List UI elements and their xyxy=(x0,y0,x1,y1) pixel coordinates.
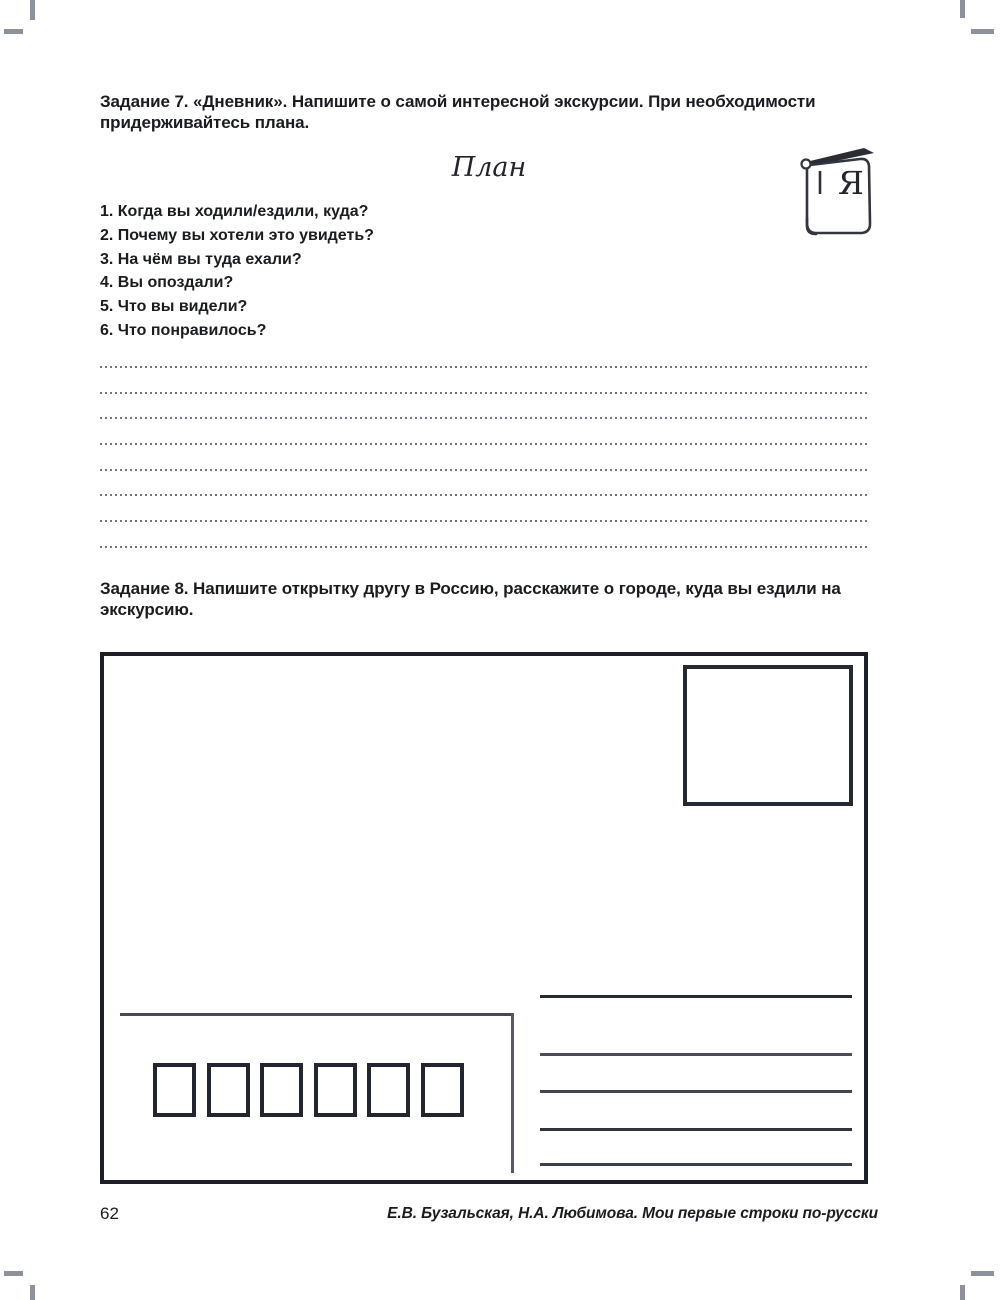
code-box xyxy=(260,1063,303,1117)
page-number: 62 xyxy=(100,1204,119,1223)
crop-mark-icon xyxy=(4,29,23,34)
plan-question: 6. Что понравилось? xyxy=(100,321,267,339)
write-line xyxy=(100,443,868,445)
write-line xyxy=(100,520,868,522)
write-line xyxy=(100,494,868,496)
plan-question: 1. Когда вы ходили/ездили, куда? xyxy=(100,203,369,220)
page-footer xyxy=(100,1204,878,1228)
svg-text:Я: Я xyxy=(838,164,864,202)
write-line xyxy=(100,469,868,471)
crop-mark-icon xyxy=(960,1285,965,1300)
crop-mark-icon xyxy=(971,1271,994,1276)
write-line xyxy=(100,546,868,548)
addr-line xyxy=(540,1128,852,1131)
code-box xyxy=(314,1063,357,1117)
spiral-ring-icon xyxy=(802,160,811,169)
crop-mark-icon xyxy=(30,1285,35,1300)
task8-heading: Задание 8. Напишите открытку другу в Россию, расскажите о городе, куда вы ездили на экскурсию. xyxy=(100,579,841,619)
task7-heading: Задание 7. «Дневник». Напишите о самой интересной экскурсии. При необходимости придерживайтесь плана. xyxy=(100,92,816,132)
crop-mark-icon xyxy=(4,1271,23,1276)
write-line xyxy=(100,366,868,368)
crop-mark-icon xyxy=(30,0,35,20)
addr-line xyxy=(540,1163,852,1166)
postal-code-boxes xyxy=(153,1063,464,1117)
write-line xyxy=(100,392,868,394)
postal-code-area-divider-side xyxy=(511,1013,514,1173)
code-box xyxy=(367,1063,410,1117)
plan-question: 5. Что вы видели? xyxy=(100,298,248,316)
crop-mark-icon xyxy=(960,0,965,18)
plan-questions xyxy=(100,200,600,343)
write-line xyxy=(100,417,868,419)
addr-line xyxy=(540,1090,852,1093)
footer-credit: Е.В. Бузальская, Н.А. Любимова. Мои первые строки по-русски xyxy=(387,1205,878,1222)
code-box xyxy=(153,1063,196,1117)
code-box xyxy=(207,1063,250,1117)
writing-lines xyxy=(100,366,868,572)
crop-mark-icon xyxy=(971,29,994,34)
addr-line xyxy=(540,995,852,998)
diary-notebook-icon xyxy=(796,144,882,242)
plan-question: 4. Вы опоздали? xyxy=(100,274,234,292)
code-box xyxy=(421,1063,464,1117)
plan-question: 2. Почему вы хотели это увидеть? xyxy=(100,226,374,244)
plan-question: 3. На чём вы туда ехали? xyxy=(100,250,302,268)
addr-line xyxy=(540,1053,852,1056)
postal-code-area-divider-top xyxy=(120,1013,513,1016)
postcard-outline xyxy=(100,652,868,1184)
plan-title: План xyxy=(451,152,527,183)
